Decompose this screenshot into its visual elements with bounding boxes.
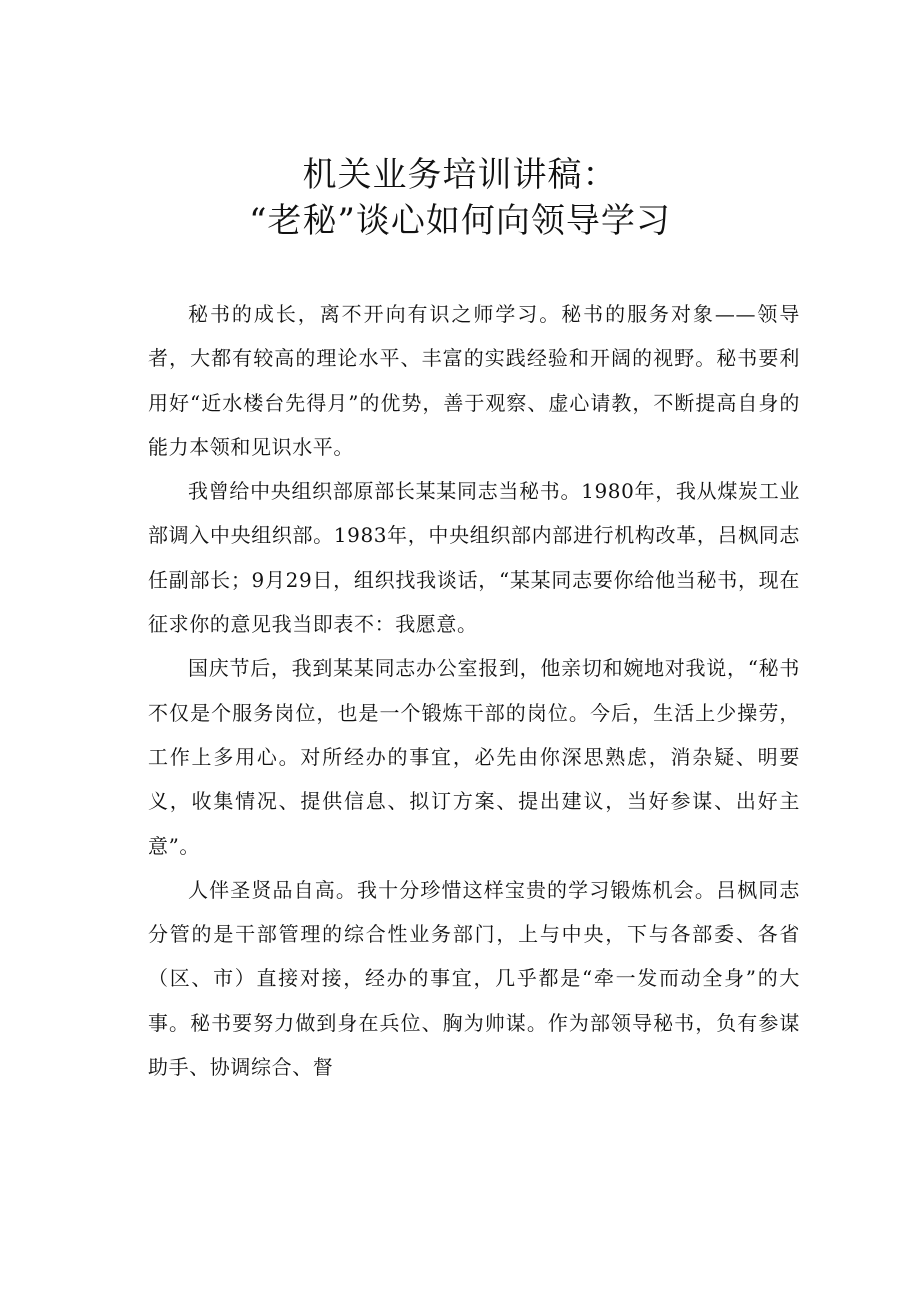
- paragraph: 秘书的成长，离不开向有识之师学习。秘书的服务对象——领导者，大都有较高的理论水平、丰富的实践经验和开阔的视野。秘书要利用好“近水楼台先得月”的优势，善于观察、虚心请教，不断提高自身的能力本领和见识水平。: [148, 302, 800, 459]
- title-line-1: 机关业务培训讲稿：: [302, 155, 618, 195]
- paragraph: 国庆节后，我到某某同志办公室报到，他亲切和婉地对我说，“秘书不仅是个服务岗位，也是一个锻炼干部的岗位。今后，生活上少操劳，工作上多用心。对所经办的事宜，必先由你深思熟虑，消杂疑、明要义，收集情况、提供信息、拟订方案、提出建议，当好参谋、出好主意”。: [148, 656, 800, 858]
- document-title: [0, 152, 920, 244]
- document-body: [148, 292, 800, 1089]
- title-line-2: “老秘”谈心如何向领导学习: [249, 201, 671, 241]
- paragraph: 我曾给中央组织部原部长某某同志当秘书。1980年，我从煤炭工业部调入中央组织部。1983年，中央组织部内部进行机构改革，吕枫同志任副部长；9月29日，组织找我谈话，“某某同志要你给他当秘书，现在征求你的意见我当即表不：我愿意。: [148, 479, 800, 637]
- paragraph: 人伴圣贤品自高。我十分珍惜这样宝贵的学习锻炼机会。吕枫同志分管的是干部管理的综合性业务部门，上与中央，下与各部委、各省（区、市）直接对接，经办的事宜，几乎都是“牵一发而动全身”的大事。秘书要努力做到身在兵位、胸为帅谋。作为部领导秘书，负有参谋助手、协调综合、督: [148, 877, 800, 1080]
